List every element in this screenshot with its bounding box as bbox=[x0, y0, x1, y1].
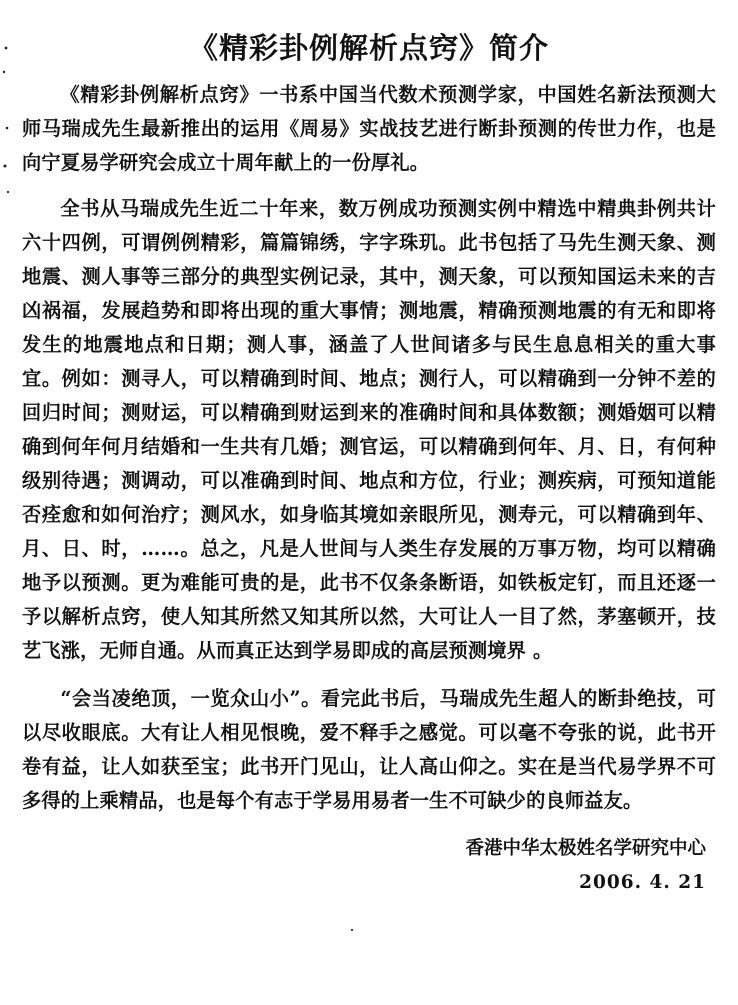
paragraph-review: “会当凌绝顶，一览众山小”。看完此书后，马瑞成先生超人的断卦绝技，可以尽收眼底。大有让人相见恨晚，爱不释手之感觉。可以毫不夸张的说，此书开卷有益，让人如获至宝；此书开门见山，让人高山仰之。实在是当代易学界不可多得的上乘精品，也是每个有志于学易用易者一生不可缺少的良师益友。 bbox=[22, 687, 716, 812]
paragraph-intro: 《精彩卦例解析点窍》一书系中国当代数术预测学家，中国姓名新法预测大师马瑞成先生最新推出的运用《周易》实战技艺进行断卦预测的传世力作，也是向宁夏易学研究会成立十周年献上的一份厚礼。 bbox=[22, 83, 716, 174]
paragraph-content: 全书从马瑞成先生近二十年来，数万例成功预测实例中精选中精典卦例共计六十四例，可谓例例精彩，篇篇锦绣，字字珠玑。此书包括了马先生测天象、测地震、测人事等三部分的典型实例记录，其中，测天象，可以预知国运未来的吉凶祸福，发展趋势和即将出现的重大事情；测地震，精确预测地震的有无和即将发生的地震地点和日期；测人事，涵盖了人世间诸多与民生息息相关的重大事宜。例如：测寻人，可以精确到时间、地点；测行人，可以精确到一分钟不差的回归时间；测财运，可以精确到财运到来的准确时间和具体数额；测婚姻可以精确到何年何月结婚和一生共有几婚；测官运，可以精确到何年、月、日，有何种级别待遇；测调动，可以准确到时间、地点和方位，行业；测疾病，可预知道能否痊愈和如何治疗；测风水，如身临其境如亲眼所见，测寿元，可以精确到年、月、日、时，……。总之，凡是人世间与人类生存发展的万事万物，均可以精确地予以预测。更为难能可贵的是，此书不仅条条断语，如铁板定钉，而且还逐一予以解析点窍，使人知其所然又知其所以然，大可让人一目了然，茅塞顿开，技艺飞涨，无师自通。从而真正达到学易即成的高层预测境界 。 bbox=[22, 197, 716, 662]
signature: 香港中华太极姓名学研究中心 bbox=[465, 838, 706, 859]
date: 2006. 4. 21 bbox=[579, 872, 706, 893]
page-title: 《精彩卦例解析点窍》简介 bbox=[188, 31, 549, 65]
